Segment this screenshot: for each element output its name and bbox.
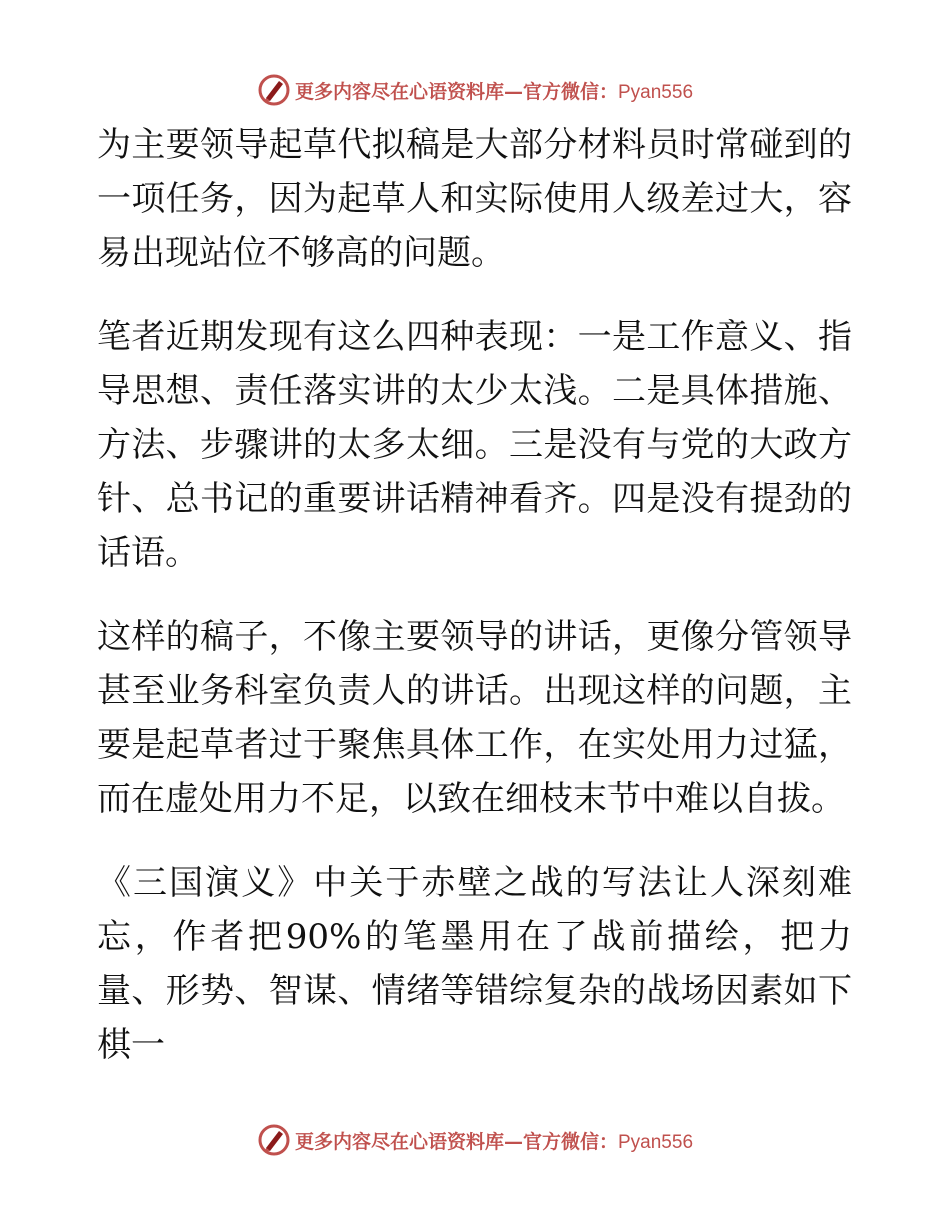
- paragraph-4: 《三国演义》中关于赤壁之战的写法让人深刻难忘，作者把90%的笔墨用在了战前描绘，把力量、形势、智谋、情绪等错综复杂的战场因素如下棋一: [97, 863, 852, 1065]
- pen-logo-icon: [257, 73, 291, 107]
- footer-promo: [295, 1127, 693, 1154]
- header-wechat-label: 官方微信：: [522, 80, 618, 103]
- footer-banner: [0, 1120, 950, 1160]
- document-body: [97, 118, 852, 1072]
- footer-separator: —: [503, 1130, 523, 1153]
- paragraph-3: 这样的稿子，不像主要领导的讲话，更像分管领导甚至业务科室负责人的讲话。出现这样的问题，主要是起草者过于聚焦具体工作，在实处用力过猛，而在虚处用力不足，以致在细枝末节中难以自拔。: [97, 617, 852, 819]
- footer-wechat-label: 官方微信：: [522, 1130, 618, 1153]
- footer-promo-text: 更多内容尽在心语资料库: [294, 1130, 504, 1153]
- header-promo: [295, 77, 693, 104]
- header-separator: —: [503, 80, 523, 103]
- pen-logo-icon: [257, 1123, 291, 1157]
- header-promo-text: 更多内容尽在心语资料库: [294, 80, 504, 103]
- header-banner: [0, 70, 950, 110]
- paragraph-2: 笔者近期发现有这么四种表现：一是工作意义、指导思想、责任落实讲的太少太浅。二是具体措施、方法、步骤讲的太多太细。三是没有与党的大政方针、总书记的重要讲话精神看齐。四是没有提劲的话语。: [97, 317, 852, 573]
- paragraph-1: 为主要领导起草代拟稿是大部分材料员时常碰到的一项任务，因为起草人和实际使用人级差过大，容易出现站位不够高的问题。: [97, 125, 852, 273]
- header-wechat-id: Pyan556: [618, 81, 694, 103]
- footer-wechat-id: Pyan556: [618, 1131, 694, 1153]
